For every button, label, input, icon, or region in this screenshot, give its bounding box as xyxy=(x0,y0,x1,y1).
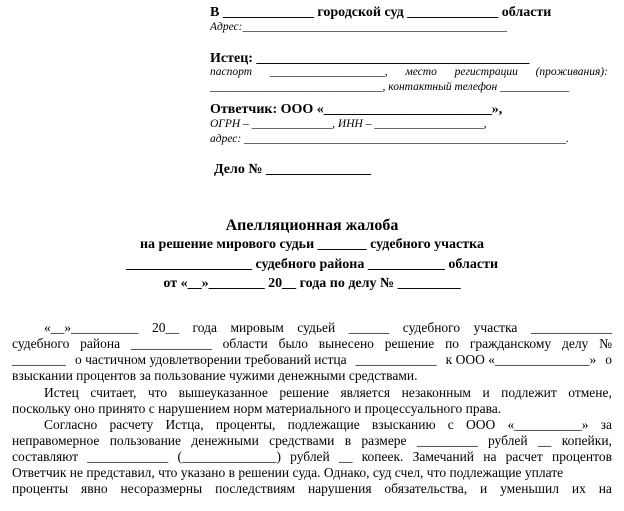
passport-line-2: ______________________________, контактный телефон ____________ xyxy=(210,81,570,93)
paragraph-3-line-3: составляют ____________ (______________) рублей __ копеек. Замечаний на расчет процентов xyxy=(12,449,612,464)
paragraph-3-line-4: Ответчик не представил, что указано в решении суда. Однако, суд счел, что подлежащие уплате xyxy=(12,465,564,480)
court-address-line: Адрес:______________________________________________ xyxy=(210,21,507,33)
paragraph-2-line-1: Истец считает, что вышеуказанное решение является незаконным и подлежит отмене, xyxy=(44,385,612,400)
case-number-line: Дело № _______________ xyxy=(214,162,371,177)
court-line: В _____________ городской суд _____________ области xyxy=(210,5,552,20)
paragraph-3-line-2: неправомерное пользование денежными средствами в размере _________ рублей __ копейки, xyxy=(12,433,612,448)
defendant-address: адрес: ________________________________________________________. xyxy=(210,133,569,145)
paragraph-3-line-5: проценты явно несоразмерны последствиям нарушения обязательства, и уменьшил их на xyxy=(12,481,612,496)
paragraph-1-line-3: ________ о частичном удовлетворении требований истца ____________ к ООО «______________» о xyxy=(12,352,612,367)
document-title: Апелляционная жалоба xyxy=(225,217,399,234)
defendant-title: Ответчик: ООО «________________________», xyxy=(210,102,503,117)
paragraph-1-line-1: «__»__________ 20__ года мировым судьей ______ судебного участка ____________ xyxy=(44,320,612,335)
title-line-1: на решение мирового судьи _______ судебного участка xyxy=(139,237,485,252)
title-line-3: от «__»________ 20__ года по делу № _________ xyxy=(163,276,461,291)
paragraph-1-line-4: взыскании процентов за пользование чужими денежными средствами. xyxy=(12,368,418,383)
paragraph-2-line-2: поскольку оно принято с нарушением норм материального и процессуального права. xyxy=(12,401,502,416)
paragraph-1-line-2: судебного района ____________ области было вынесено решение по гражданскому делу № xyxy=(12,336,612,351)
title-line-2: __________________ судебного района ___________ области xyxy=(125,257,499,272)
passport-line: паспорт ____________________, место регистрации (проживания): xyxy=(210,66,608,78)
ogrn-line: ОГРН – ______________, ИНН – ___________________, xyxy=(210,118,487,130)
plaintiff-title: Истец: _______________________________________ xyxy=(210,51,530,66)
paragraph-3-line-1: Согласно расчету Истца, проценты, подлежащие взысканию с ООО «__________» за xyxy=(44,417,612,432)
